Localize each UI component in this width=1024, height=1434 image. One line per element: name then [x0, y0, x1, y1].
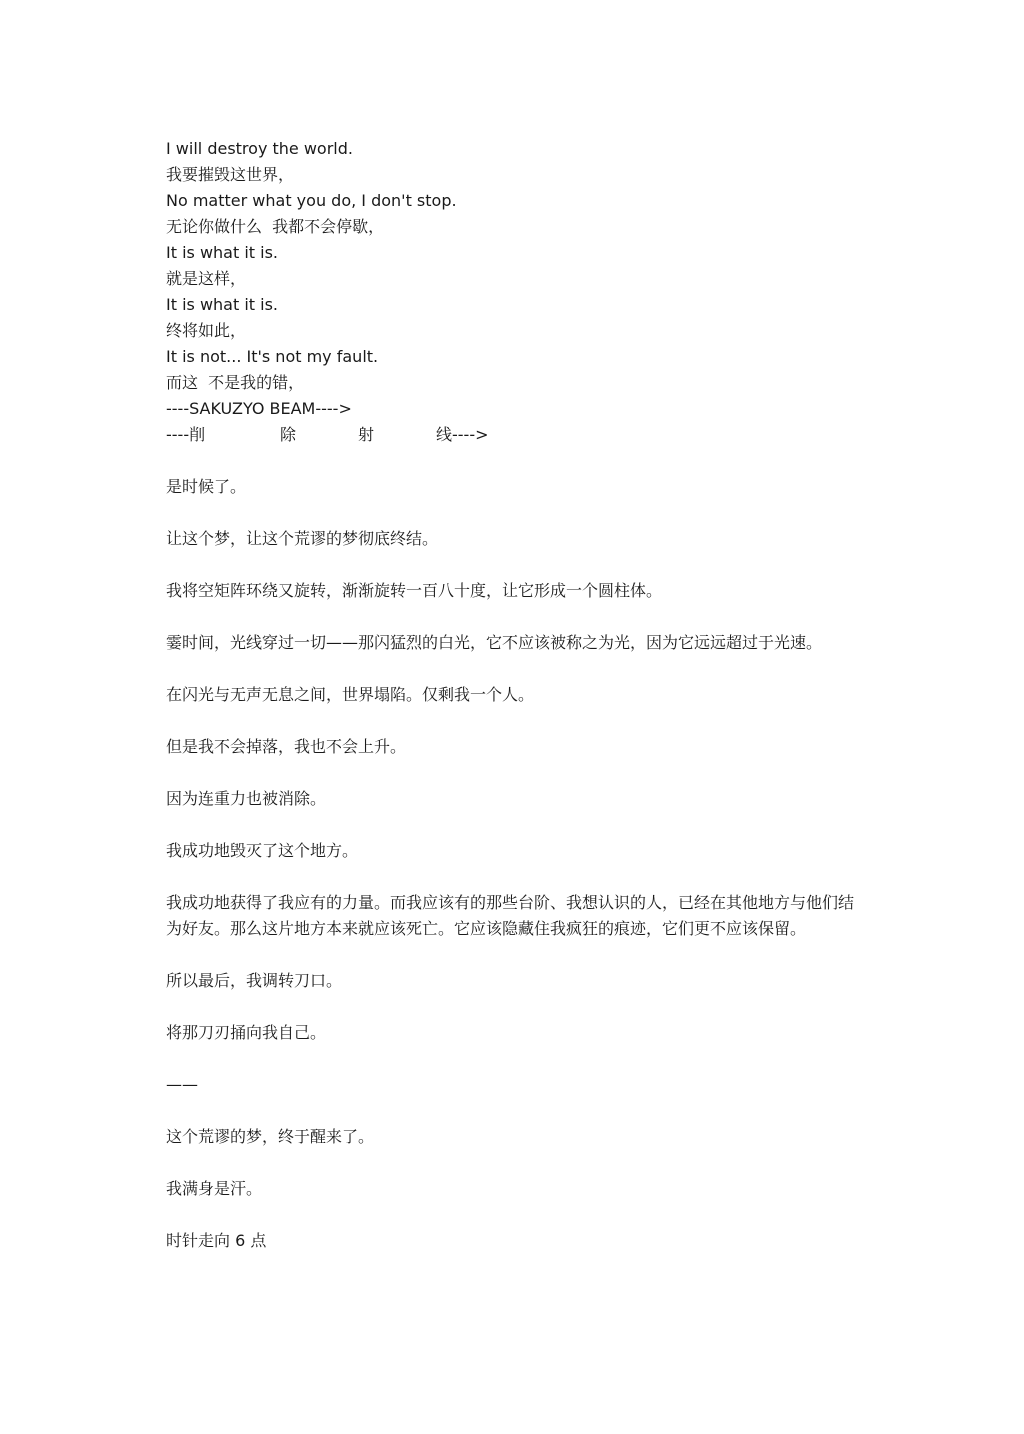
- beam-char: 线---->: [436, 425, 489, 444]
- document-body: [166, 136, 866, 1254]
- paragraph: 在闪光与无声无息之间，世界塌陷。仅剩我一个人。: [166, 685, 535, 704]
- lyric-line: It is what it is.: [166, 295, 279, 314]
- paragraph: 让这个梦，让这个荒谬的梦彻底终结。: [166, 529, 439, 548]
- beam-chinese-line: [166, 422, 866, 448]
- paragraph: 我将空矩阵环绕又旋转，渐渐旋转一百八十度，让它形成一个圆柱体。: [166, 581, 663, 600]
- lyric-line: 无论你做什么 我都不会停歇，: [166, 217, 385, 236]
- lyric-line: ----SAKUZYO BEAM---->: [166, 399, 352, 418]
- paragraph: 我成功地毁灭了这个地方。: [166, 841, 359, 860]
- paragraph: 因为连重力也被消除。: [166, 789, 327, 808]
- lyric-line: 就是这样，: [166, 269, 247, 288]
- paragraph: 时针走向 6 点: [166, 1231, 267, 1250]
- paragraph: 将那刀刃捅向我自己。: [166, 1023, 327, 1042]
- section-divider: ——: [166, 1075, 198, 1094]
- paragraph: 我满身是汗。: [166, 1179, 263, 1198]
- lyric-line: I will destroy the world.: [166, 139, 353, 158]
- beam-char: 射: [358, 425, 375, 444]
- lyric-line: It is not... It's not my fault.: [166, 347, 379, 366]
- lyric-line: 终将如此，: [166, 321, 247, 340]
- lyric-line: No matter what you do, I don't stop.: [166, 191, 457, 210]
- paragraph: 但是我不会掉落，我也不会上升。: [166, 737, 407, 756]
- paragraph: 我成功地获得了我应有的力量。而我应该有的那些台阶、我想认识的人，已经在其他地方与他们结为好友。那么这片地方本来就应该死亡。它应该隐藏住我疯狂的痕迹，它们更不应该保留。: [166, 893, 855, 938]
- paragraph: 所以最后，我调转刀口。: [166, 971, 343, 990]
- lyrics-block: [166, 136, 866, 448]
- lyric-line: 我要摧毁这世界，: [166, 165, 295, 184]
- beam-char: 除: [280, 425, 297, 444]
- beam-char: ----削: [166, 425, 206, 444]
- lyric-line: 而这 不是我的错，: [166, 373, 305, 392]
- paragraph: 霎时间，光线穿过一切——那闪猛烈的白光，它不应该被称之为光，因为它远远超过于光速。: [166, 633, 823, 652]
- paragraph: 这个荒谬的梦，终于醒来了。: [166, 1127, 375, 1146]
- lyric-line: It is what it is.: [166, 243, 279, 262]
- paragraph: 是时候了。: [166, 477, 247, 496]
